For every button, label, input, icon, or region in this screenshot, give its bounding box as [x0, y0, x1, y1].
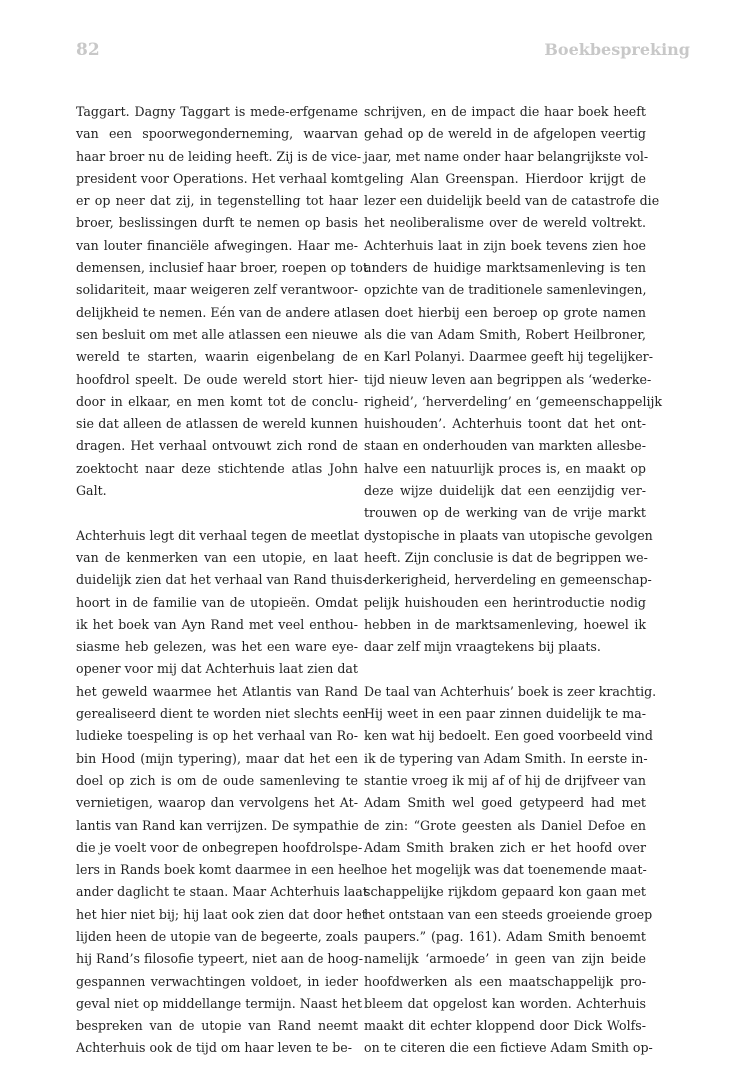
left-column — [76, 101, 369, 1060]
text-line: en Karl Polanyi. Daarmee geeft hij tegelijker- — [364, 349, 653, 365]
text-line: gehad op de wereld in de afgelopen veertig — [364, 126, 646, 142]
paragraph-gap — [76, 502, 358, 524]
text-line: schappelijke rijkdom gepaard kon gaan met — [364, 884, 646, 900]
text-line: trouwen op de werking van de vrije markt — [364, 505, 646, 521]
text-line: deze wijze duidelijk dat een eenzijdig ver- — [364, 483, 646, 499]
text-line: bleem dat opgelost kan worden. Achterhuis — [364, 995, 646, 1011]
text-line: hoort in de familie van de utopieën. Omdat — [76, 594, 358, 610]
text-line: ik de typering van Adam Smith. In eerste in- — [364, 750, 648, 766]
text-line: hoofdrol speelt. De oude wereld stort hier- — [76, 371, 358, 387]
text-line: staan en onderhouden van markten allesbe- — [364, 438, 646, 454]
text-line: huishouden’. Achterhuis toont dat het ont- — [364, 416, 646, 432]
text-line: sie dat alleen de atlassen de wereld kunnen — [76, 416, 358, 432]
text-line: De taal van Achterhuis’ boek is zeer krachtig. — [364, 683, 657, 699]
text-line: het geweld waarmee het Atlantis van Rand — [76, 683, 358, 699]
text-line: halve een natuurlijk proces is, en maakt op — [364, 460, 646, 476]
text-line: gespannen verwachtingen voldoet, in ieder — [76, 973, 358, 989]
text-line: stantie vroeg ik mij af of hij de drijfveer van — [364, 772, 646, 788]
text-line: hoofdwerken als een maatschappelijk pro- — [364, 973, 646, 989]
text-line: Achterhuis legt dit verhaal tegen de meetlat — [76, 527, 360, 543]
right-column — [364, 101, 663, 1060]
text-line: ander daglicht te staan. Maar Achterhuis laat — [76, 884, 368, 900]
text-line: van louter financiële afwegingen. Haar me- — [76, 237, 358, 253]
text-line: solidariteit, maar weigeren zelf verantwoor- — [76, 282, 358, 298]
text-line: hij Rand’s filosofie typeert, niet aan de hoog- — [76, 951, 364, 967]
paragraph-gap — [364, 658, 646, 680]
text-line: opzichte van de traditionele samenlevingen, — [364, 282, 647, 298]
text-line: pelijk huishouden een herintroductie nodig — [364, 594, 646, 610]
text-line: demensen, inclusief haar broer, roepen op tot — [76, 260, 368, 276]
text-line: Achterhuis ook de tijd om haar leven te be- — [76, 1040, 353, 1056]
text-line: en doet hierbij een beroep op grote namen — [364, 304, 646, 320]
text-line: derkerigheid, herverdeling en gemeenschap- — [364, 572, 652, 588]
text-line: jaar, met name onder haar belangrijkste vol- — [364, 148, 649, 164]
text-line: wereld te starten, waarin eigenbelang de — [76, 349, 358, 365]
text-line: die je voelt voor de onbegrepen hoofdrolspe- — [76, 839, 363, 855]
text-line: ludieke toespeling is op het verhaal van Ro- — [76, 728, 358, 744]
text-line: door in elkaar, en men komt tot de conclu- — [76, 393, 358, 409]
text-line: opener voor mij dat Achterhuis laat zien dat — [76, 661, 358, 677]
text-line: sen besluit om met alle atlassen een nieuwe — [76, 326, 358, 342]
text-line: van de kenmerken van een utopie, en laat — [76, 549, 358, 565]
text-line: Taggart. Dagny Taggart is mede-erfgename — [76, 104, 358, 119]
text-line: hoe het mogelijk was dat toenemende maat- — [364, 862, 647, 878]
text-line: dragen. Het verhaal ontvouwt zich rond de — [76, 438, 358, 454]
text-line: schrijven, en de impact die haar boek heeft — [364, 104, 646, 119]
text-line: Adam Smith braken zich er het hoofd over — [364, 839, 646, 855]
text-line: lantis van Rand kan verrijzen. De sympathie — [76, 817, 359, 833]
text-line: ken wat hij bedoelt. Een goed voorbeeld vind — [364, 728, 653, 744]
section-title: Boekbespreking — [544, 40, 690, 59]
text-line: er op neer dat zij, in tegenstelling tot haar — [76, 193, 358, 209]
text-line: vernietigen, waarop dan vervolgens het At- — [76, 795, 358, 811]
text-line: heeft. Zijn conclusie is dat de begrippen we- — [364, 549, 648, 565]
text-line: haar broer nu de leiding heeft. Zij is de vice- — [76, 148, 362, 164]
text-line: paupers.” (pag. 161). Adam Smith benoemt — [364, 928, 646, 944]
text-line: delijkheid te nemen. Eén van de andere atlas- — [76, 304, 369, 320]
text-line: zoektocht naar deze stichtende atlas John — [76, 460, 358, 476]
text-line: Adam Smith wel goed getypeerd had met — [364, 795, 646, 811]
text-line: geling Alan Greenspan. Hierdoor krijgt de — [364, 170, 646, 186]
text-line: de zin: “Grote geesten als Daniel Defoe en — [364, 817, 646, 833]
text-line: namelijk ‘armoede’ in geen van zijn beide — [364, 951, 646, 967]
text-line: broer, beslissingen durft te nemen op basis — [76, 215, 358, 231]
text-line: tijd nieuw leven aan begrippen als ‘wederke- — [364, 371, 652, 387]
text-line: hebben in de marktsamenleving, hoewel ik — [364, 616, 646, 632]
text-line: president voor Operations. Het verhaal komt — [76, 170, 364, 186]
text-line: duidelijk zien dat het verhaal van Rand thuis- — [76, 572, 367, 588]
text-line: Galt. — [76, 483, 107, 499]
text-line: bespreken van de utopie van Rand neemt — [76, 1018, 358, 1034]
text-line: righeid’, ‘herverdeling’ en ‘gemeenschappelijk — [364, 393, 663, 409]
text-line: Hij weet in een paar zinnen duidelijk te ma- — [364, 706, 646, 722]
paragraph — [364, 681, 657, 1060]
text-line: bin Hood (mijn typering), maar dat het een — [76, 750, 358, 766]
text-line: ik het boek van Ayn Rand met veel enthou- — [76, 616, 358, 632]
text-line: daar zelf mijn vraagtekens bij plaats. — [364, 639, 601, 655]
page-number: 82 — [76, 40, 100, 60]
text-line: lers in Rands boek komt daarmee in een heel — [76, 862, 366, 878]
text-line: Achterhuis laat in zijn boek tevens zien hoe — [364, 237, 646, 253]
text-line: dystopische in plaats van utopische gevolgen — [364, 527, 653, 543]
text-line: als die van Adam Smith, Robert Heilbroner, — [364, 326, 646, 342]
text-line: maakt dit echter kloppend door Dick Wolfs- — [364, 1018, 646, 1034]
text-line: geval niet op middellange termijn. Naast het — [76, 995, 362, 1011]
text-line: siasme heb gelezen, was het een ware eye- — [76, 639, 358, 655]
text-line: lezer een duidelijk beeld van de catastrofe die — [364, 193, 660, 209]
text-line: het ontstaan van een steeds groeiende groep — [364, 906, 653, 922]
text-line: anders de huidige marktsamenleving is ten — [364, 260, 646, 276]
paragraph — [76, 101, 369, 502]
text-line: doel op zich is om de oude samenleving te — [76, 772, 358, 788]
text-line: lijden heen de utopie van de begeerte, zoals — [76, 928, 359, 944]
text-line: van een spoorwegonderneming, waarvan — [76, 126, 358, 142]
text-line: gerealiseerd dient te worden niet slechts een — [76, 706, 366, 722]
paragraph — [364, 101, 663, 658]
text-line: het neoliberalisme over de wereld voltrekt. — [364, 215, 646, 231]
text-line: on te citeren die een fictieve Adam Smith op- — [364, 1040, 653, 1056]
paragraph — [76, 525, 368, 1060]
text-line: het hier niet bij; hij laat ook zien dat door het — [76, 906, 367, 922]
